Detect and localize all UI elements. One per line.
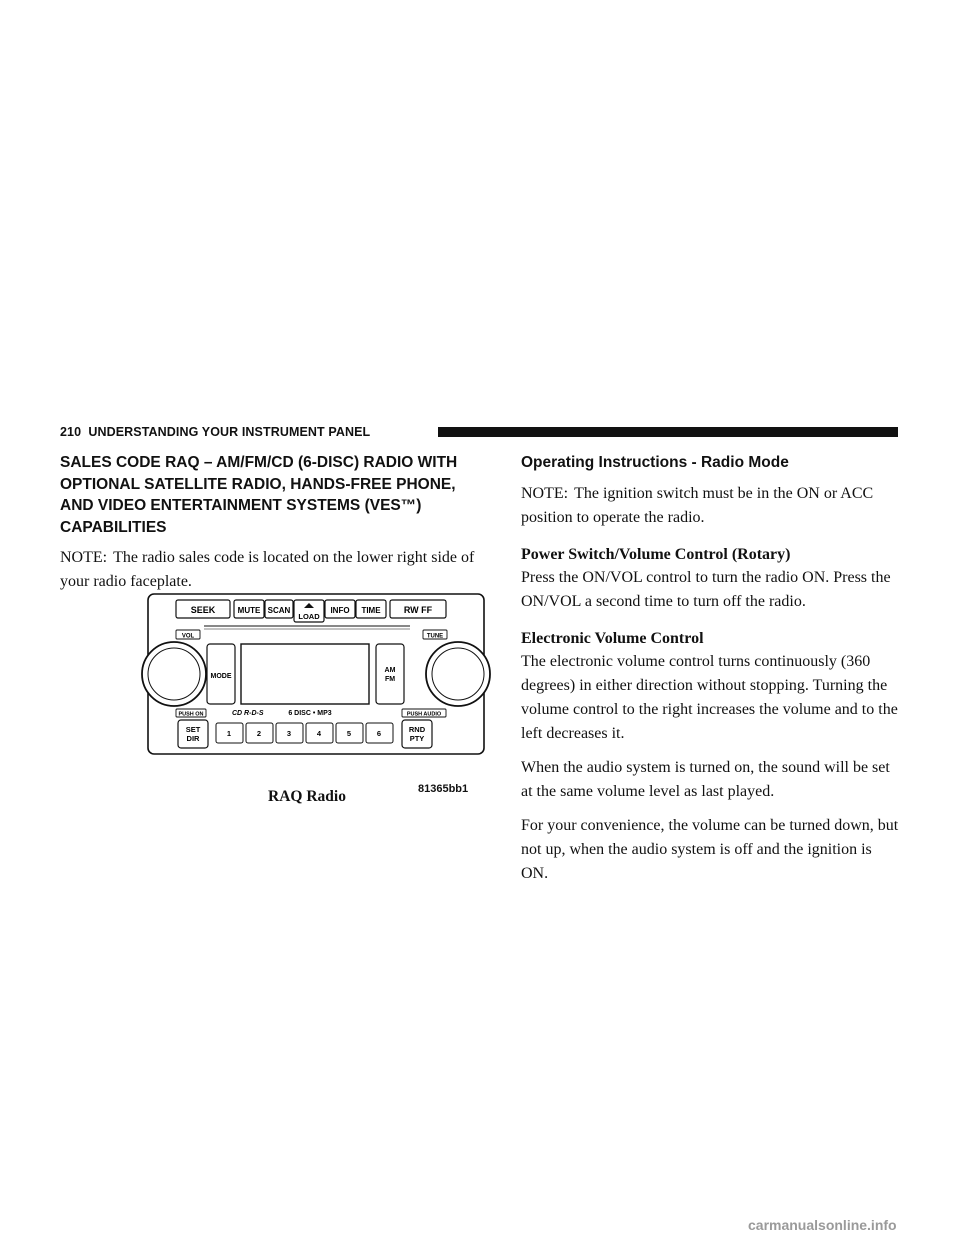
power-switch-heading: Power Switch/Volume Control (Rotary) <box>521 545 791 563</box>
pty-label: PTY <box>409 734 425 743</box>
mode-label: MODE <box>210 673 232 680</box>
header-text <box>60 424 376 440</box>
mute-label: MUTE <box>237 606 261 615</box>
preset-6: 6 <box>376 729 382 738</box>
note-paragraph <box>60 546 492 594</box>
dir-label: DIR <box>186 734 200 743</box>
note-label: NOTE: <box>60 549 108 566</box>
preset-3: 3 <box>286 729 292 738</box>
tune-label: TUNE <box>426 633 444 640</box>
rwff-label: RW FF <box>403 605 433 615</box>
volume-control-heading: Electronic Volume Control <box>521 629 704 647</box>
right-note-text: The ignition switch must be in the ON or ACC position to operate the radio. <box>521 484 874 526</box>
rnd-label: RND <box>408 725 426 734</box>
disc-label: 6 DISC • MP3 <box>288 710 332 717</box>
page-header <box>60 424 898 440</box>
volume-level-text: When the audio system is turned on, the sound will be set at the same volume level as last played. <box>521 758 890 800</box>
preset-2: 2 <box>256 729 262 738</box>
figure-id: 81365bb1 <box>418 783 469 795</box>
preset-4: 4 <box>316 729 322 738</box>
watermark: carmanualsonline.info <box>748 1217 897 1233</box>
set-label: SET <box>185 725 201 734</box>
note-text: The radio sales code is located on the lower right side of your radio faceplate. <box>60 549 475 590</box>
vol-label: VOL <box>181 633 195 640</box>
right-note-paragraph <box>521 482 901 530</box>
volume-control-text: The electronic volume control turns continuously (360 degrees) in either direction without stopping. Turning the volume control to the right increases the volume and to the left decreases it. <box>521 652 898 742</box>
info-label: INFO <box>330 606 350 615</box>
fm-label: FM <box>384 676 396 683</box>
right-column <box>521 452 901 886</box>
am-label: AM <box>384 667 396 674</box>
time-label: TIME <box>361 606 381 615</box>
push-on-label: PUSH ON <box>178 711 204 718</box>
power-switch-text: Press the ON/VOL control to turn the radio ON. Press the ON/VOL a second time to turn off the radio. <box>521 568 891 610</box>
convenience-text: For your convenience, the volume can be turned down, but not up, when the audio system is off and the ignition is ON. <box>521 816 899 882</box>
radio-figure <box>140 590 492 810</box>
section-title: UNDERSTANDING YOUR INSTRUMENT PANEL <box>88 425 371 439</box>
display-screen <box>241 644 369 704</box>
radio-heading: SALES CODE RAQ – AM/FM/CD (6-DISC) RADIO WITH OPTIONAL SATELLITE RADIO, HANDS-FREE PHONE, AND VIDEO ENTERTAINMENT SYSTEMS (VES™) CAPABILITIES <box>60 454 458 536</box>
preset-5: 5 <box>346 729 352 738</box>
operating-heading: Operating Instructions - Radio Mode <box>521 454 789 471</box>
push-audio-label: PUSH AUDIO <box>406 711 442 718</box>
radio-illustration <box>140 590 492 785</box>
preset-1: 1 <box>226 729 232 738</box>
seek-label: SEEK <box>190 605 216 615</box>
page-number: 210 <box>60 425 82 439</box>
load-label: LOAD <box>298 612 320 621</box>
header-rule <box>438 427 898 437</box>
scan-label: SCAN <box>267 606 291 615</box>
figure-caption: RAQ Radio <box>268 788 346 805</box>
cd-logo: CD R-D-S <box>232 710 264 717</box>
right-note-label: NOTE: <box>521 484 569 502</box>
left-column <box>60 452 492 594</box>
